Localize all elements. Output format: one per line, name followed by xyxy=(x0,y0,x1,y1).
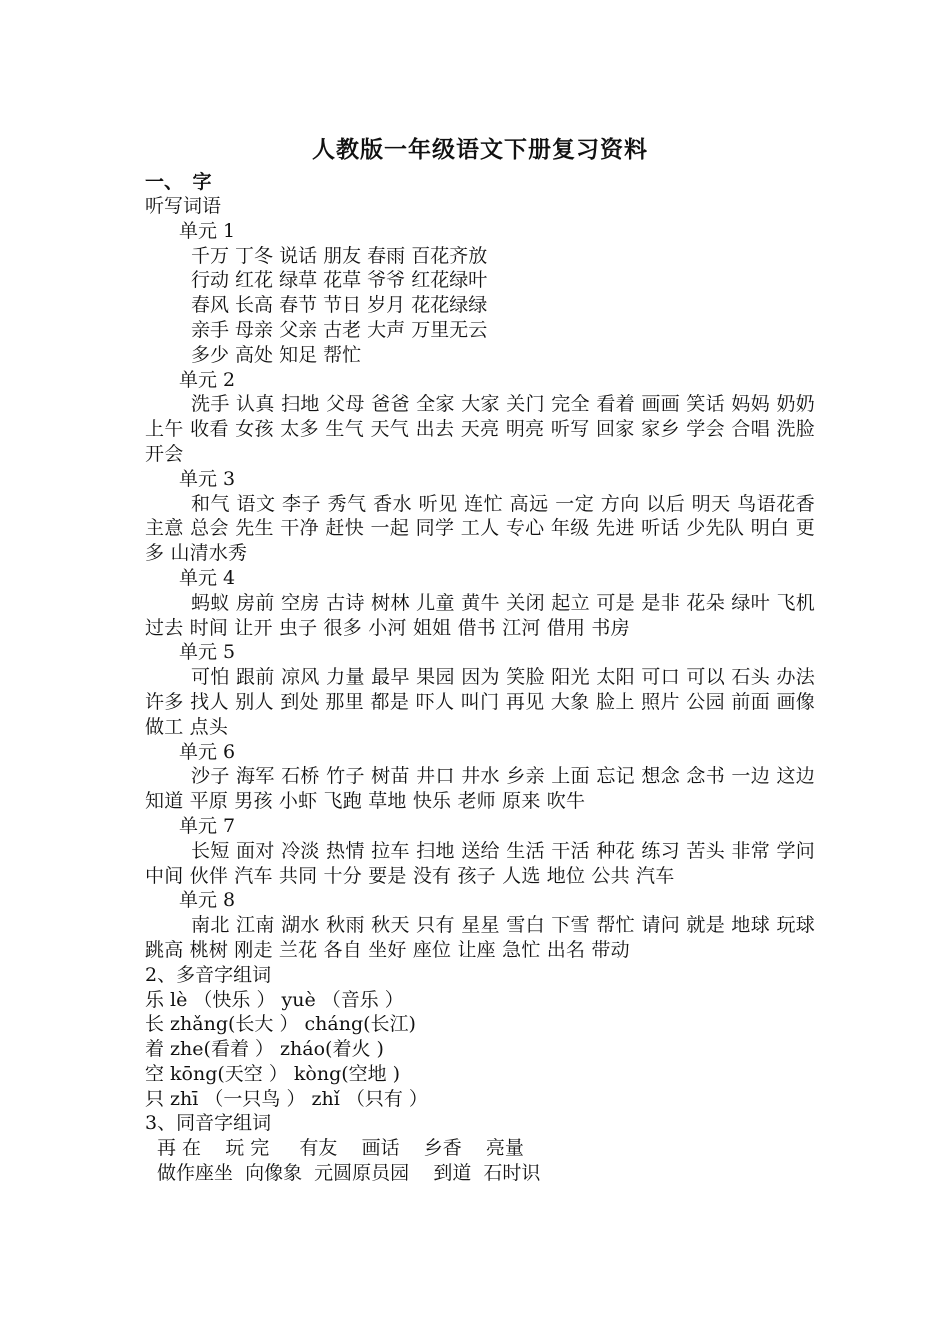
unit-2-words: 洗手 认真 扫地 父母 爸爸 全家 大家 关门 完全 看着 画画 笑话 妈妈 奶奶 上午 收看 女孩 太多 生气 天气 出去 天亮 明亮 听写 回家 家乡 学会 合唱 洗脸 开会 xyxy=(145,393,815,465)
unit-6-label: 单元 6 xyxy=(179,740,236,763)
polyphone-line-1: 乐 lè （快乐 ） yuè （音乐 ） xyxy=(145,988,404,1011)
unit-2-label: 单元 2 xyxy=(179,368,236,391)
unit-3-label: 单元 3 xyxy=(179,467,236,490)
unit-5-label: 单元 5 xyxy=(179,641,236,664)
section-3-heading: 3、同音字组词 xyxy=(145,1112,272,1135)
unit-3-words: 和气 语文 李子 秀气 香水 听见 连忙 高远 一定 方向 以后 明天 鸟语花香 主意 总会 先生 干净 赶快 一起 同学 工人 专心 年级 先进 听话 少先队 明白 更多 山清水秀 xyxy=(145,492,815,565)
unit-4-label: 单元 4 xyxy=(179,566,236,589)
polyphone-line-5: 只 zhī （一只鸟 ） zhǐ （只有 ） xyxy=(145,1087,428,1110)
unit-1-line-2: 行动 红花 绿草 花草 爷爷 红花绿叶 xyxy=(191,269,488,292)
polyphone-line-3: 着 zhe(看着 ） zháo(着火 ) xyxy=(145,1038,384,1061)
homophone-line-2: 做作座坐 向像象 元圆原员园 到道 石时识 xyxy=(157,1162,541,1185)
polyphone-line-2: 长 zhǎng(长大 ） cháng(长江) xyxy=(145,1013,416,1036)
unit-8-words: 南北 江南 湖水 秋雨 秋天 只有 星星 雪白 下雪 帮忙 请问 就是 地球 玩球 跳高 桃树 刚走 兰花 各自 坐好 座位 让座 急忙 出名 带动 xyxy=(145,914,815,961)
unit-7-label: 单元 7 xyxy=(179,814,236,837)
section-1-subheading: 听写词语 xyxy=(145,195,222,217)
unit-1-line-3: 春风 长高 春节 节日 岁月 花花绿绿 xyxy=(191,294,488,317)
homophone-line-1: 再 在 玩 完 有友 画话 乡香 亮量 xyxy=(157,1137,524,1160)
unit-1-label: 单元 1 xyxy=(179,219,236,242)
unit-1-line-1: 千万 丁冬 说话 朋友 春雨 百花齐放 xyxy=(191,244,488,267)
section-1-heading: 一、 字 xyxy=(145,171,212,193)
section-2-heading: 2、多音字组词 xyxy=(145,963,272,986)
unit-1-line-4: 亲手 母亲 父亲 古老 大声 万里无云 xyxy=(191,318,488,341)
unit-7-words: 长短 面对 冷淡 热情 拉车 扫地 送给 生活 干活 种花 练习 苦头 非常 学问 中间 伙伴 汽车 共同 十分 要是 没有 孩子 人选 地位 公共 汽车 xyxy=(145,839,815,887)
polyphone-line-4: 空 kōng(天空 ） kòng(空地 ) xyxy=(145,1062,401,1085)
unit-8-label: 单元 8 xyxy=(179,889,236,912)
unit-4-words: 蚂蚁 房前 空房 古诗 树林 儿童 黄牛 关闭 起立 可是 是非 花朵 绿叶 飞机 过去 时间 让开 虫子 很多 小河 姐姐 借书 江河 借用 书房 xyxy=(145,591,815,639)
document-page xyxy=(145,130,815,1186)
unit-1-words xyxy=(145,244,815,368)
unit-1-line-5: 多少 高处 知足 帮忙 xyxy=(191,343,362,366)
document-title: 人教版一年级语文下册复习资料 xyxy=(312,136,648,163)
unit-5-words: 可怕 跟前 凉风 力量 最早 果园 因为 笑脸 阳光 太阳 可口 可以 石头 办法 许多 找人 别人 到处 那里 都是 吓人 叫门 再见 大象 脸上 照片 公园 前面 画像 做工 点头 xyxy=(145,666,815,738)
unit-6-words: 沙子 海军 石桥 竹子 树苗 井口 井水 乡亲 上面 忘记 想念 念书 一边 这边 知道 平原 男孩 小虾 飞跑 草地 快乐 老师 原来 吹牛 xyxy=(145,765,815,813)
